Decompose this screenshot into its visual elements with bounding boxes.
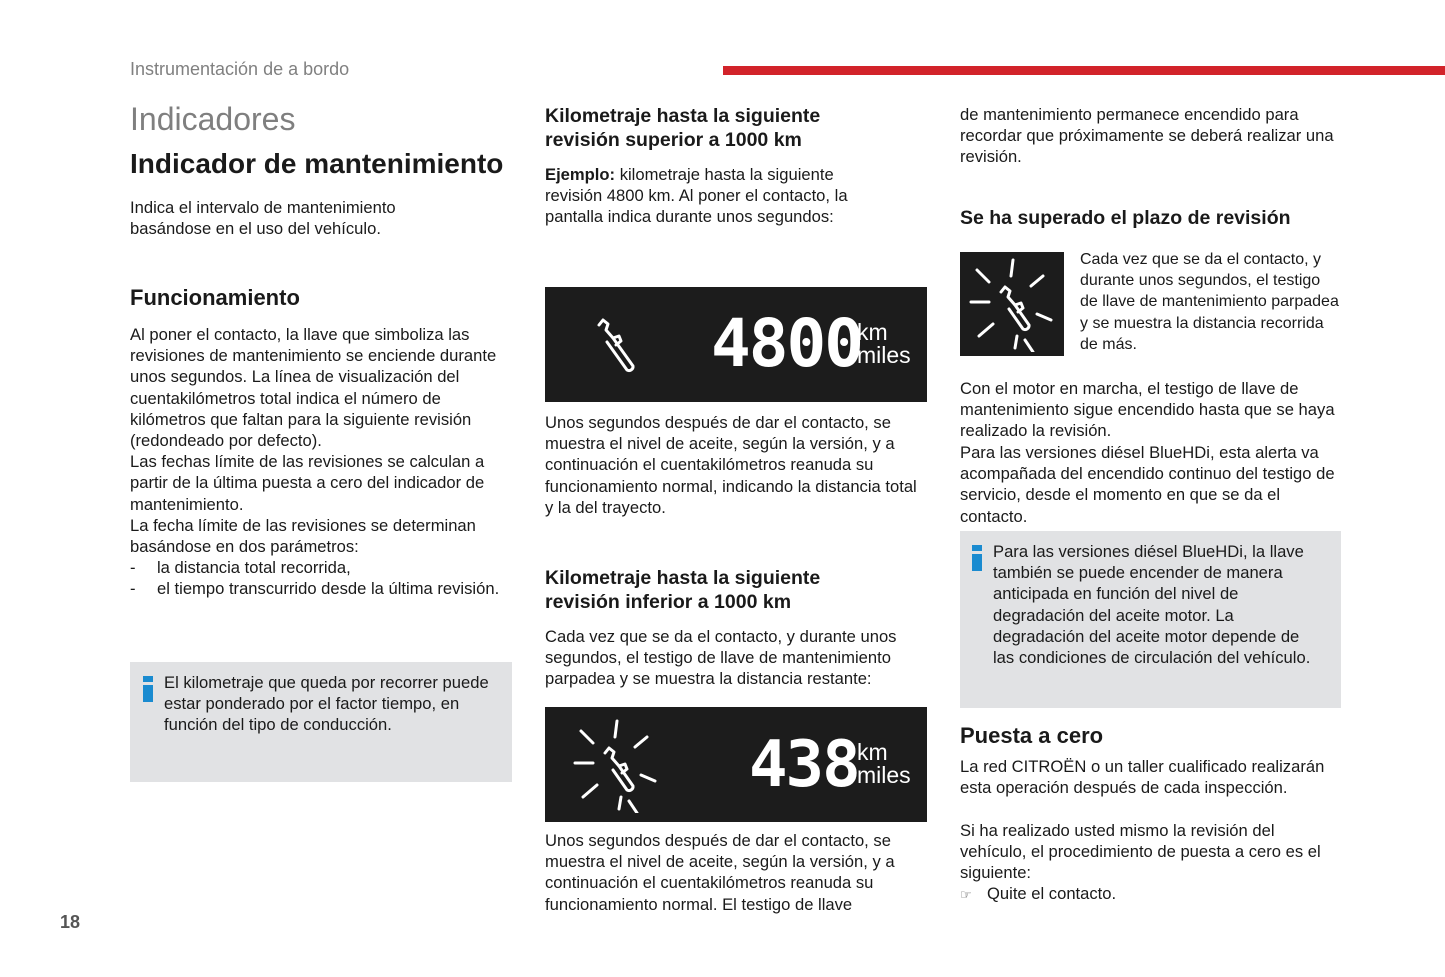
page-title: Indicador de mantenimiento: [130, 148, 504, 179]
info-text: Para las versiones diésel BlueHDi, la llave también se puede encender de manera anticipada en función del nivel de degradación del aceite motor. La degradación del aceite motor depende de las condiciones de circulación del vehículo.: [993, 542, 1311, 668]
unit-km: km: [857, 319, 888, 345]
overdue-paragraph: Con el motor en marcha, el testigo de llave de mantenimiento sigue encendido hasta que se haya realizado la revisión.: [960, 379, 1335, 441]
flashing-wrench-icon: [573, 717, 659, 813]
list-item: - el tiempo transcurrido desde la última revisión.: [130, 578, 512, 599]
example-paragraph: [545, 164, 885, 228]
list-item: - la distancia total recorrida,: [130, 557, 512, 578]
parameters-list: [130, 557, 512, 599]
lower-after-text: Unos segundos después de dar el contacto, se muestra el nivel de aceite, según la versión, y a continuación el cuentakilómetros reanuda su funcionamiento normal. El testigo de llave: [545, 831, 895, 914]
upper-after-text: Unos segundos después de dar el contacto, se muestra el nivel de aceite, según la versión, y a continuación el cuentakilómetros reanuda su funcionamiento normal, indicando la distancia total y la del trayecto.: [545, 413, 917, 517]
chapter-header: Instrumentación de a bordo: [130, 59, 350, 79]
funcionamiento-heading: Funcionamiento: [130, 285, 300, 310]
reset-step-text: Quite el contacto.: [987, 884, 1117, 903]
page-number: 18: [60, 912, 81, 932]
pointing-hand-icon: ☞: [960, 888, 972, 903]
reset-step: [960, 883, 1342, 906]
reset-paragraph: Si ha realizado usted mismo la revisión del vehículo, el procedimiento de puesta a cero es el siguiente:: [960, 821, 1321, 883]
reset-heading: Puesta a cero: [960, 723, 1104, 748]
odometer-display-438: [545, 707, 927, 822]
example-label: Ejemplo:: [545, 165, 616, 184]
odometer-value: 4800: [711, 305, 862, 382]
section-title: Indicadores: [130, 101, 296, 137]
info-text: El kilometraje que queda por recorrer puede estar ponderado por el factor tiempo, en función del tipo de conducción.: [164, 673, 489, 735]
funcionamiento-paragraph: Las fechas límite de las revisiones se calculan a partir de la última puesta a cero del indicador de mantenimiento.: [130, 452, 485, 514]
odometer-display-4800: [545, 287, 927, 402]
info-box: [960, 531, 1341, 708]
intro-text: Indica el intervalo de mantenimiento basándose en el uso del vehículo.: [130, 198, 396, 239]
overdue-paragraph: Para las versiones diésel BlueHDi, esta alerta va acompañada del encendido continuo del testigo de servicio, desde el momento en que se da el contacto.: [960, 443, 1335, 526]
info-box: [130, 662, 512, 782]
unit-km: km: [857, 739, 888, 765]
overdue-side-text: Cada vez que se da el contacto, y durante unos segundos, el testigo de llave de mantenimiento parpadea y se muestra la distancia recorrida de más.: [1080, 251, 1339, 353]
reset-paragraph: La red CITROËN o un taller cualificado realizarán esta operación después de cada inspección.: [960, 757, 1325, 798]
lower-text: Cada vez que se da el contacto, y durante unos segundos, el testigo de llave de mantenimiento parpadea y se muestra la distancia restante:: [545, 627, 897, 689]
example-text: kilometraje hasta la siguiente revisión 4800 km. Al poner el contacto, la pantalla indica durante unos segundos:: [545, 165, 848, 227]
odometer-value: 438: [749, 728, 859, 802]
funcionamiento-paragraph: La fecha límite de las revisiones se determinan basándose en dos parámetros:: [130, 515, 476, 557]
unit-miles: miles: [857, 762, 911, 788]
unit-miles: miles: [857, 342, 911, 368]
flashing-wrench-tile: [960, 252, 1064, 356]
lower-heading: Kilometraje hasta la siguiente revisión inferior a 1000 km: [545, 567, 821, 613]
wrench-icon: [591, 317, 641, 375]
funcionamiento-body: [130, 324, 512, 600]
flashing-wrench-icon: [969, 256, 1055, 352]
upper-heading: Kilometraje hasta la siguiente revisión superior a 1000 km: [545, 105, 821, 151]
continuation-text: de mantenimiento permanece encendido para recordar que próximamente se deberá realizar una revisión.: [960, 105, 1334, 167]
header-accent-bar: [723, 66, 1445, 75]
overdue-heading: Se ha superado el plazo de revisión: [960, 207, 1291, 229]
funcionamiento-paragraph: Al poner el contacto, la llave que simboliza las revisiones de mantenimiento se enciende durante unos segundos. La línea de visualización del cuentakilómetros total indica el número de kilómetros que faltan para la siguiente revisión (redondeado por defecto).: [130, 325, 497, 451]
